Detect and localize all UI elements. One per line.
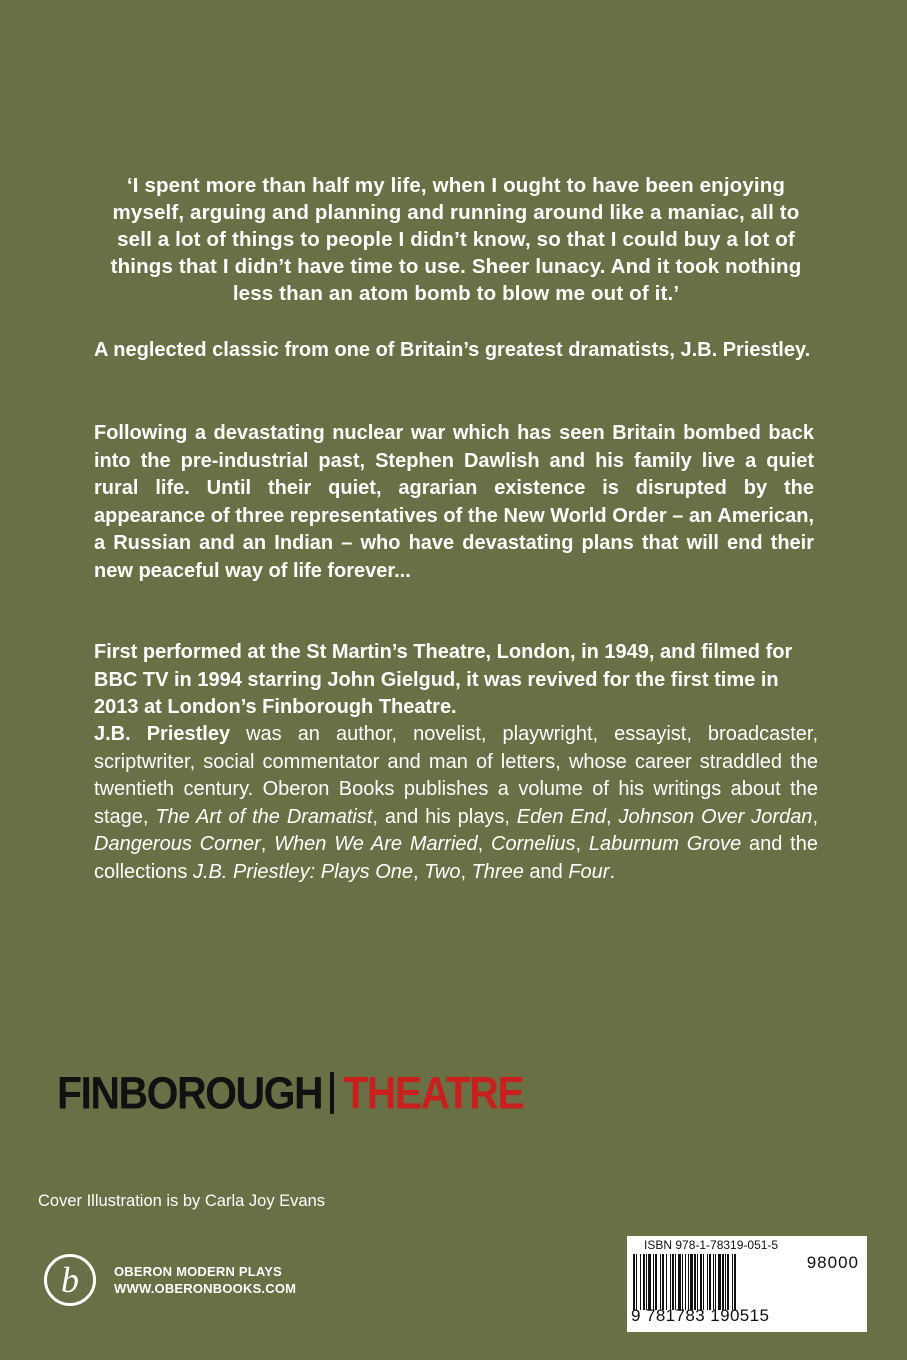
- barcode-bar: [722, 1254, 724, 1310]
- barcode-bars: [633, 1254, 785, 1310]
- barcode-bar: [655, 1254, 657, 1310]
- bio-collection: J.B. Priestley: Plays One: [192, 860, 414, 883]
- bio-collection: Two: [424, 860, 461, 883]
- barcode-bar: [640, 1254, 641, 1310]
- price-code: 98000: [806, 1253, 859, 1272]
- bio-sep: ,: [606, 805, 619, 828]
- bio-play: Dangerous Corner: [94, 833, 261, 855]
- bio-collection: Four: [568, 860, 610, 883]
- bio-play: Laburnum Grove: [588, 833, 742, 855]
- bio-text: .: [609, 860, 615, 883]
- barcode-bar: [648, 1254, 651, 1310]
- barcode-bar: [670, 1254, 671, 1310]
- barcode-bar: [718, 1254, 721, 1310]
- barcode-bar: [662, 1254, 664, 1310]
- bio-sep: ,: [413, 860, 425, 883]
- intro-paragraph: A neglected classic from one of Britain’s greatest dramatists, J.B. Priestley.: [94, 339, 811, 361]
- bio-collection: Three: [471, 860, 524, 883]
- barcode-bar: [643, 1254, 645, 1310]
- barcode-bar: [734, 1254, 736, 1310]
- bio-sep: ,: [812, 805, 818, 828]
- barcode-bar: [678, 1254, 681, 1310]
- barcode-bar: [672, 1254, 674, 1310]
- author-bio: [94, 721, 818, 886]
- publisher-text: [114, 1263, 296, 1297]
- barcode-bar: [709, 1254, 711, 1310]
- bio-sep: ,: [477, 833, 492, 855]
- barcode-bar: [682, 1254, 683, 1310]
- bio-title-art: The Art of the Dramatist: [155, 805, 373, 828]
- barcode-bar: [700, 1254, 702, 1310]
- logo-theatre: THEATRE: [343, 1067, 524, 1118]
- isbn-number: ISBN 978-1-78319-051-5: [644, 1238, 779, 1252]
- barcode-bar: [697, 1254, 698, 1310]
- logo-divider: [330, 1072, 334, 1114]
- pull-quote: ‘I spent more than half my life, when I ought to have been enjoying myself, arguing and planning and running around like a maniac, all to sell a lot of things to people I didn’t know, so that I could buy a lot of things that I didn’t have time to use. Sheer lunacy. And it took nothing less than an atom bomb to blow me out of it.’: [110, 174, 802, 305]
- bio-sep: ,: [260, 833, 275, 855]
- barcode-bar: [707, 1254, 708, 1310]
- performance-paragraph: First performed at the St Martin’s Theatre, London, in 1949, and filmed for BBC TV in 1994 starring John Gielgud, it was revived for the first time in 2013 at London’s Finborough Theatre.: [94, 641, 793, 718]
- logo-finborough: FINBOROUGH: [57, 1067, 323, 1118]
- barcode-bar: [675, 1254, 676, 1310]
- bio-text: was an author, novelist, playwright, essayist, broadcaster, scriptwriter, social commentator and man of letters, whose career straddled the twentieth century. Oberon Books publishes a volume of his writings about the stage,: [94, 723, 818, 828]
- barcode-bar: [690, 1254, 693, 1310]
- barcode-bar: [725, 1254, 726, 1310]
- barcode-bar: [685, 1254, 686, 1310]
- author-name: J.B. Priestley: [94, 723, 231, 745]
- barcode-bar: [732, 1254, 733, 1310]
- bio-play: Johnson Over Jordan: [618, 805, 813, 828]
- publisher-block: [44, 1254, 296, 1306]
- barcode-bar: [694, 1254, 696, 1310]
- barcode-bar: [660, 1254, 661, 1310]
- bio-sep: ,: [460, 860, 472, 883]
- barcode-bar: [636, 1254, 637, 1310]
- bio-sep: ,: [575, 833, 589, 855]
- barcode-bar: [633, 1254, 635, 1310]
- bio-play: Eden End: [516, 805, 607, 828]
- barcode-bar: [646, 1254, 647, 1310]
- bio-text: and: [523, 860, 569, 883]
- publisher-series: OBERON MODERN PLAYS: [114, 1264, 283, 1279]
- finborough-theatre-logo: [57, 1066, 523, 1121]
- barcode-bar: [715, 1254, 716, 1310]
- cover-credit: Cover Illustration is by Carla Joy Evans: [38, 1192, 326, 1210]
- publisher-url: WWW.OBERONBOOKS.COM: [114, 1281, 297, 1296]
- barcode-bar: [688, 1254, 689, 1310]
- bio-play: Cornelius: [491, 833, 576, 855]
- bio-text: and the collections: [94, 833, 818, 883]
- barcode-bar: [703, 1254, 704, 1310]
- barcode-bar: [727, 1254, 729, 1310]
- barcode-bar: [666, 1254, 667, 1310]
- bio-text: , and his plays,: [372, 805, 517, 828]
- barcode-bar: [713, 1254, 714, 1310]
- oberon-logo-icon: b: [44, 1254, 96, 1306]
- isbn-barcode: [627, 1236, 867, 1332]
- plot-paragraph: Following a devastating nuclear war which has seen Britain bombed back into the pre-industrial past, Stephen Dawlish and his family live a quiet rural life. Until their quiet, agrarian existence is disrupted by the appearance of three representatives of the New World Order – an American, a Russian and an Indian – who have devastating plans that will end their new peaceful way of life forever...: [94, 422, 814, 582]
- bio-play: When We Are Married: [274, 833, 478, 855]
- barcode-bar: [653, 1254, 654, 1310]
- ean-digits: 9 781783 190515: [631, 1306, 770, 1325]
